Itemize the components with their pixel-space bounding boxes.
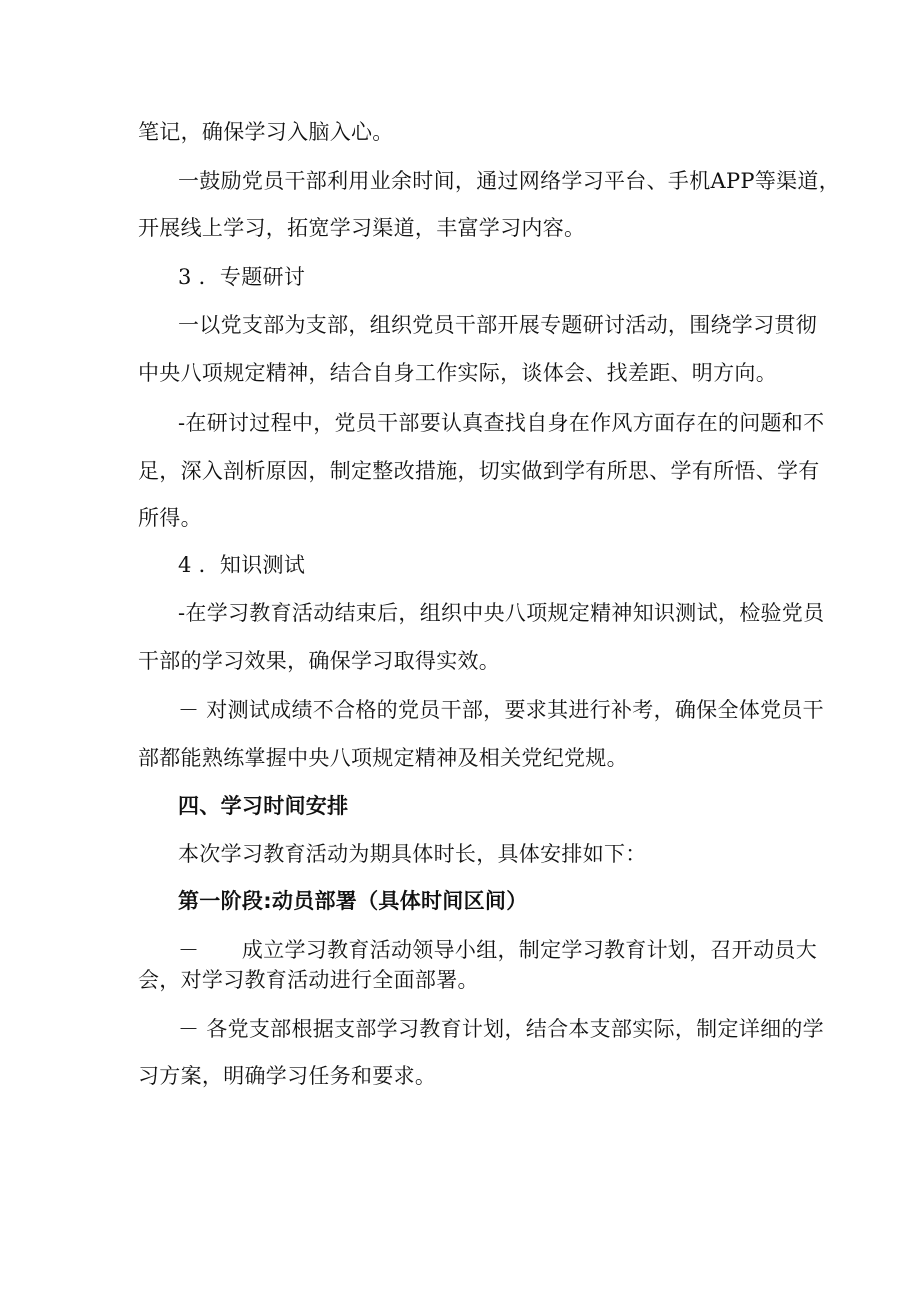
text-line: － 成立学习教育活动领导小组，制定学习教育计划，召开动员大 <box>178 938 817 962</box>
section-heading: 3 ．专题研讨 <box>178 265 306 289</box>
text-line: 足，深入剖析原因，制定整改措施，切实做到学有所思、学有所悟、学有 <box>138 459 820 483</box>
text-line: 部都能熟练掌握中央八项规定精神及相关党纪党规。 <box>138 746 628 770</box>
text-line: -在研讨过程中，党员干部要认真查找自身在作风方面存在的问题和不 <box>178 411 825 435</box>
phase-heading: 第一阶段:动员部署（具体时间区间） <box>178 889 528 913</box>
text-line: 开展线上学习，拓宽学习渠道，丰富学习内容。 <box>138 216 586 240</box>
text-line: -在学习教育活动结束后，组织中央八项规定精神知识测试，检验党员 <box>178 601 825 625</box>
text-line: 干部的学习效果，确保学习取得实效。 <box>138 649 501 673</box>
text-line: 一鼓励党员干部利用业余时间，通过网络学习平台、手机APP等渠道， <box>178 169 841 193</box>
section-heading: 4 ．知识测试 <box>178 553 306 577</box>
text-line: 一以党支部为支部，组织党员干部开展专题研讨活动，围绕学习贯彻 <box>178 313 817 337</box>
text-line: 中央八项规定精神，结合自身工作实际，谈体会、找差距、明方向。 <box>138 361 777 385</box>
text-line: － 各党支部根据支部学习教育计划，结合本支部实际，制定详细的学 <box>178 1017 824 1041</box>
text-line: 笔记，确保学习入脑入心。 <box>138 120 394 144</box>
section-heading: 四、学习时间安排 <box>178 794 349 818</box>
text-line: － 对测试成绩不合格的党员干部，要求其进行补考，确保全体党员干 <box>178 698 824 722</box>
text-line: 习方案，明确学习任务和要求。 <box>138 1064 437 1088</box>
text-line: 所得。 <box>138 506 202 530</box>
text-line: 会，对学习教育活动进行全面部署。 <box>138 968 479 992</box>
text-line: 本次学习教育活动为期具体时长，具体安排如下： <box>178 842 647 866</box>
